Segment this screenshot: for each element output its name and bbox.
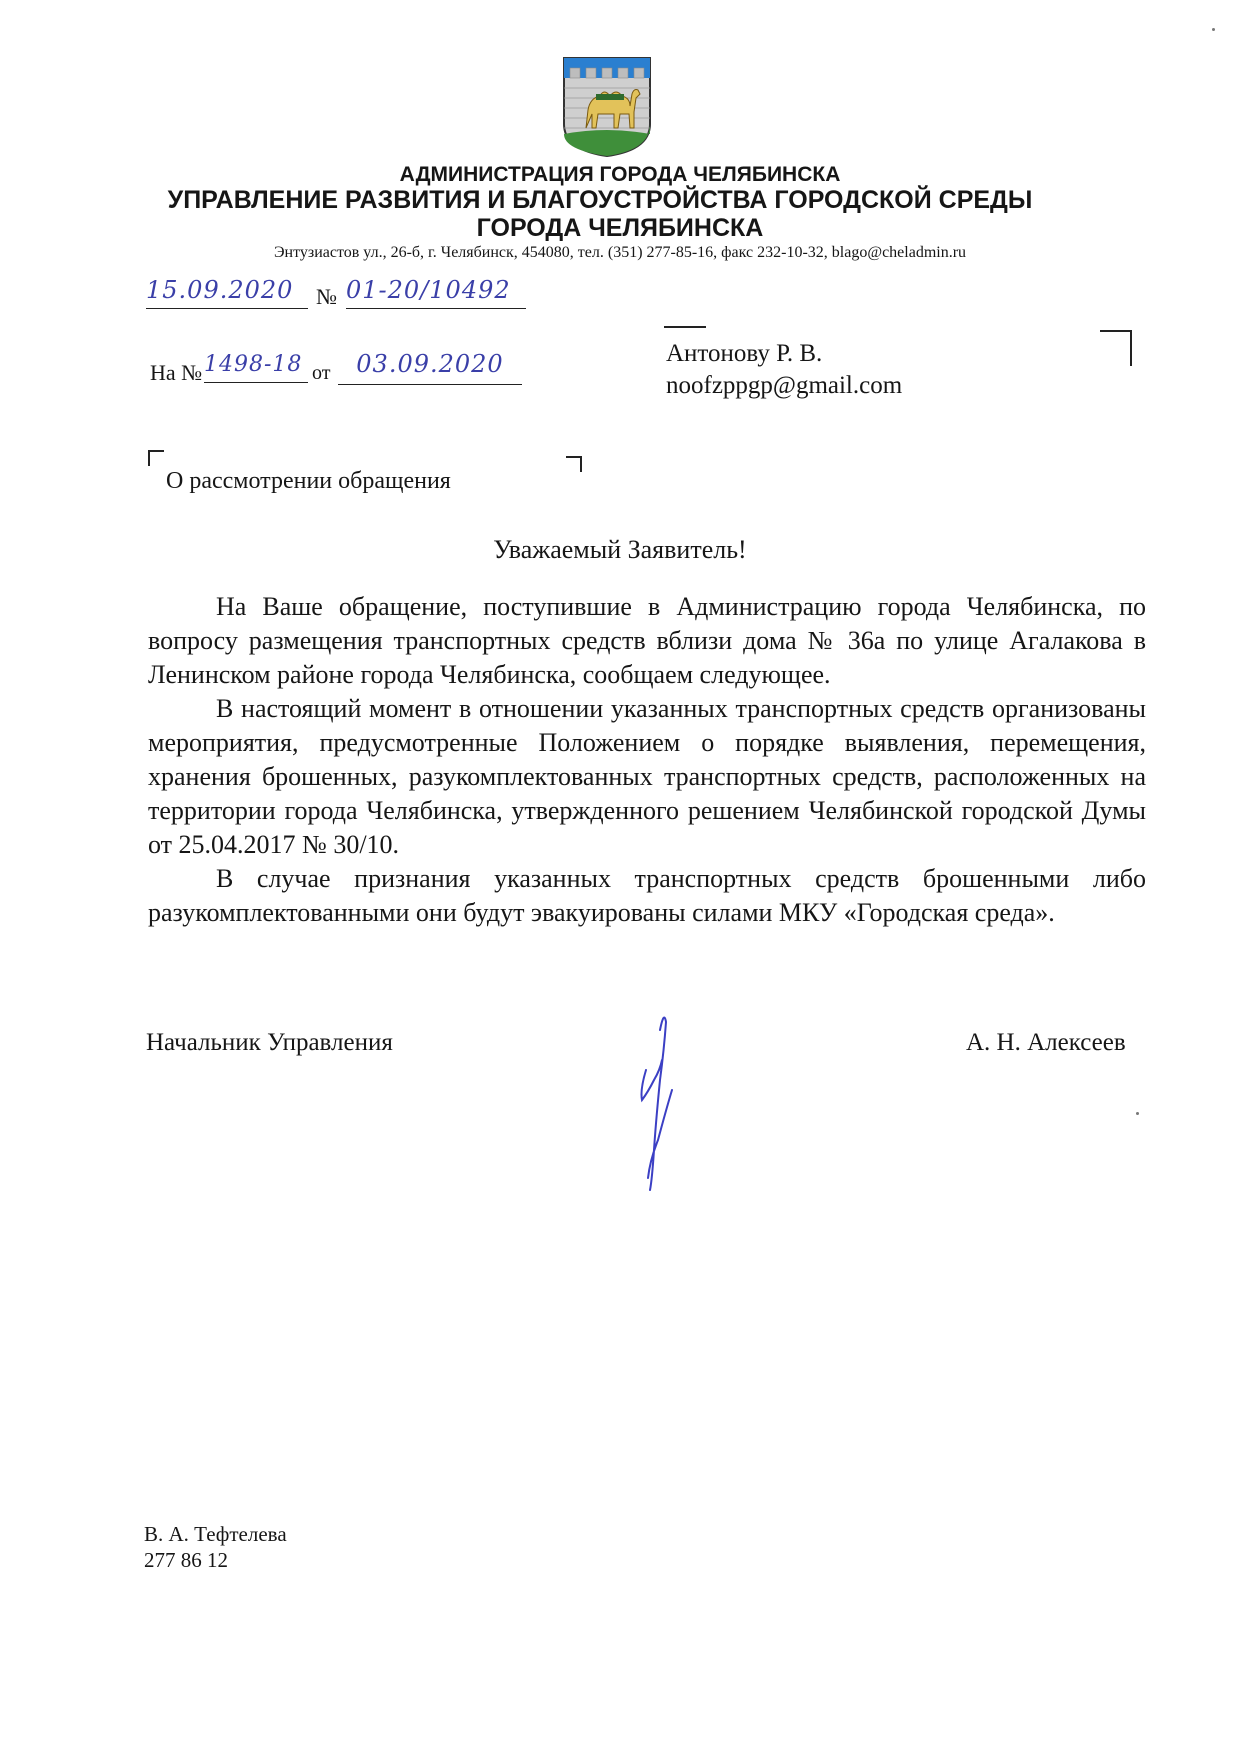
recipient-email: noofzppgp@gmail.com	[666, 372, 903, 399]
org-title: УПРАВЛЕНИЕ РАЗВИТИЯ И БЛАГОУСТРОЙСТВА ГОРОДСКОЙ СРЕДЫ	[167, 186, 1033, 214]
handwritten-signature	[620, 1000, 720, 1200]
executor-name: В. А. Тефтелева	[144, 1522, 287, 1546]
outgoing-date: 15.09.2020	[146, 276, 308, 309]
recipient-corner-right	[1100, 330, 1132, 366]
outgoing-number-label: №	[316, 284, 337, 309]
recipient-corner-mark	[664, 326, 706, 328]
reference-number: 1498-18	[204, 352, 308, 383]
org-title-city: ГОРОДА ЧЕЛЯБИНСКА	[476, 214, 764, 242]
scan-speck	[1212, 28, 1215, 31]
reference-from-label: от	[312, 362, 331, 384]
signature-icon	[620, 1000, 720, 1200]
body-paragraph: В настоящий момент в отношении указанных транспортных средств организованы мероприятия, предусмотренные Положением о порядке выявления, перемещения, хранения брошенных, разукомплектованных транспортных средств, расположенных на территории города Челябинска, утвержденного решением Челябинской городской Думы от 25.04.2017 № 30/10.	[148, 694, 1146, 859]
recipient-name: Антонову Р. В.	[666, 340, 823, 367]
executor-phone: 277 86 12	[144, 1548, 228, 1572]
subject-line: О рассмотрении обращения	[166, 468, 451, 494]
letter-body	[148, 590, 1146, 930]
signatory-position: Начальник Управления	[146, 1029, 393, 1056]
org-address: Энтузиастов ул., 26-б, г. Челябинск, 454080, тел. (351) 277-85-16, факс 232-10-32, blago@cheladmin.ru	[273, 244, 967, 261]
city-emblem	[560, 54, 654, 158]
scan-speck	[1136, 1112, 1139, 1115]
reference-date: 03.09.2020	[338, 350, 522, 385]
body-paragraph: В случае признания указанных транспортных средств брошенными либо разукомплектованными они будут эвакуированы силами МКУ «Городская среда».	[148, 864, 1146, 927]
coat-of-arms-icon	[560, 54, 654, 158]
body-paragraph: На Ваше обращение, поступившие в Администрацию города Челябинска, по вопросу размещения транспортных средств вблизи дома № 36а по улице Агалакова в Ленинском районе города Челябинска, сообщаем следующее.	[148, 592, 1146, 689]
subject-corner-right	[566, 456, 582, 472]
reference-number-label: На №	[150, 360, 203, 385]
salutation: Уважаемый Заявитель!	[493, 535, 747, 564]
subject-corner-left	[148, 450, 164, 466]
outgoing-number: 01-20/10492	[346, 276, 526, 309]
signatory-name: А. Н. Алексеев	[966, 1029, 1126, 1056]
org-parent-title: АДМИНИСТРАЦИЯ ГОРОДА ЧЕЛЯБИНСКА	[399, 163, 841, 186]
